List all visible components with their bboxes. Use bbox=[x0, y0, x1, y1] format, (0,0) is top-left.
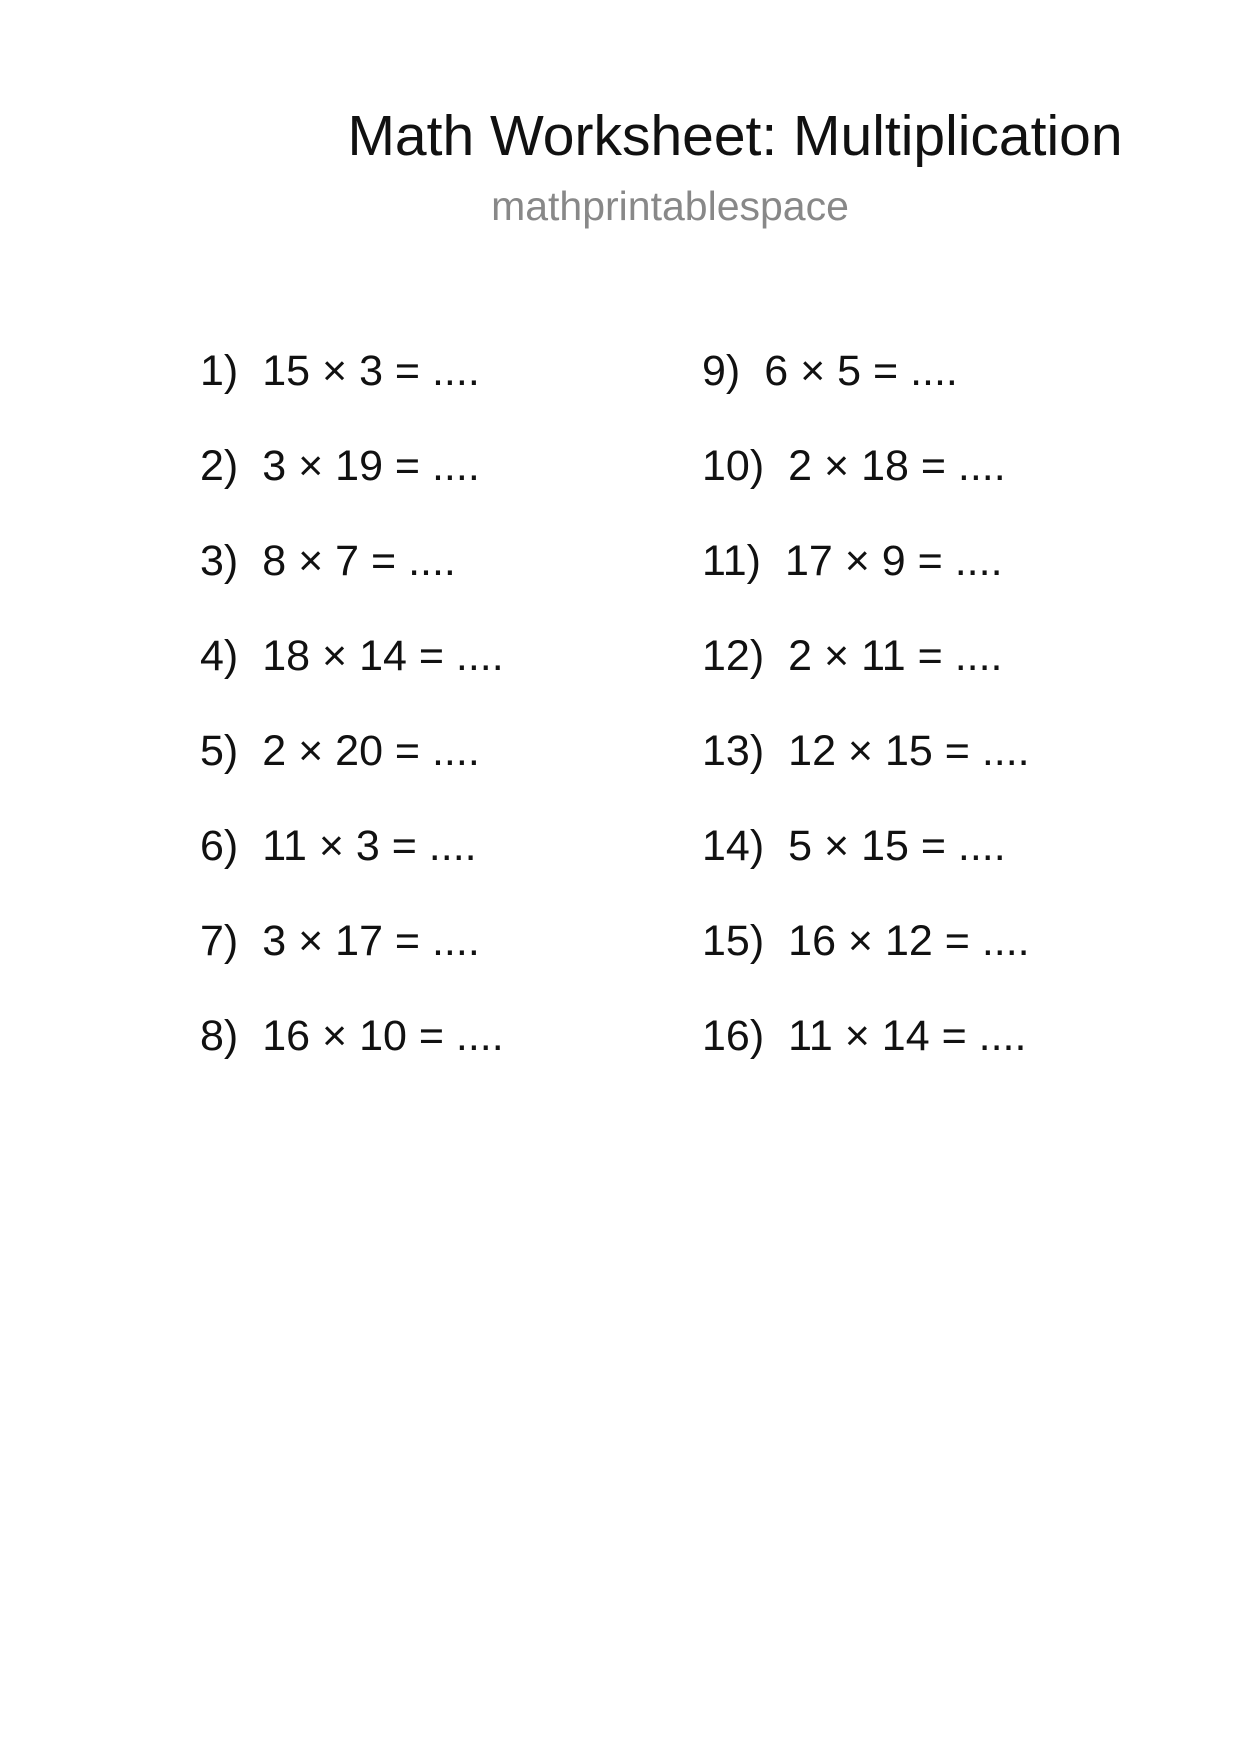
problem-item bbox=[200, 818, 477, 874]
problem-expression: 16 × 10 = .... bbox=[262, 1012, 504, 1060]
problem-item bbox=[702, 913, 1030, 969]
problem-expression: 2 × 20 = .... bbox=[262, 727, 480, 775]
problem-item bbox=[200, 1008, 504, 1064]
page-title: Math Worksheet: Multiplication bbox=[347, 104, 1123, 168]
problem-number: 1) bbox=[200, 347, 239, 395]
problem-item bbox=[702, 1008, 1026, 1064]
problem-expression: 18 × 14 = .... bbox=[262, 632, 504, 680]
problem-number: 15) bbox=[702, 917, 765, 965]
problem-item bbox=[702, 438, 1006, 494]
problem-number: 2) bbox=[200, 442, 239, 490]
problem-number: 10) bbox=[702, 442, 765, 490]
problem-number: 13) bbox=[702, 727, 765, 775]
problem-expression: 3 × 17 = .... bbox=[262, 917, 480, 965]
problem-number: 12) bbox=[702, 632, 765, 680]
problem-number: 6) bbox=[200, 822, 239, 870]
problem-expression: 6 × 5 = .... bbox=[764, 347, 958, 395]
problem-expression: 11 × 3 = .... bbox=[262, 822, 477, 870]
problem-item bbox=[702, 818, 1006, 874]
page-subtitle: mathprintablespace bbox=[491, 183, 849, 229]
problem-item bbox=[702, 628, 1003, 684]
problem-expression: 15 × 3 = .... bbox=[262, 347, 480, 395]
problem-item bbox=[702, 723, 1030, 779]
problem-item bbox=[200, 913, 480, 969]
problem-expression: 2 × 11 = .... bbox=[788, 632, 1003, 680]
problem-number: 8) bbox=[200, 1012, 239, 1060]
problem-number: 9) bbox=[702, 347, 741, 395]
problem-item bbox=[200, 533, 456, 589]
problem-number: 4) bbox=[200, 632, 239, 680]
problem-expression: 12 × 15 = .... bbox=[788, 727, 1030, 775]
problem-item bbox=[702, 343, 958, 399]
problem-expression: 16 × 12 = .... bbox=[788, 917, 1030, 965]
problem-expression: 17 × 9 = .... bbox=[784, 537, 1003, 585]
problem-expression: 11 × 14 = .... bbox=[788, 1012, 1027, 1060]
problem-expression: 5 × 15 = .... bbox=[788, 822, 1006, 870]
problem-item bbox=[702, 533, 1003, 589]
problem-item bbox=[200, 343, 480, 399]
problem-number: 5) bbox=[200, 727, 239, 775]
problem-number: 11) bbox=[702, 537, 761, 585]
problem-number: 3) bbox=[200, 537, 239, 585]
problem-expression: 3 × 19 = .... bbox=[262, 442, 480, 490]
problem-expression: 8 × 7 = .... bbox=[262, 537, 456, 585]
problem-number: 14) bbox=[702, 822, 765, 870]
problem-number: 16) bbox=[702, 1012, 765, 1060]
problem-expression: 2 × 18 = .... bbox=[788, 442, 1006, 490]
problem-item bbox=[200, 438, 480, 494]
problem-item bbox=[200, 628, 504, 684]
problem-item bbox=[200, 723, 480, 779]
problem-number: 7) bbox=[200, 917, 239, 965]
